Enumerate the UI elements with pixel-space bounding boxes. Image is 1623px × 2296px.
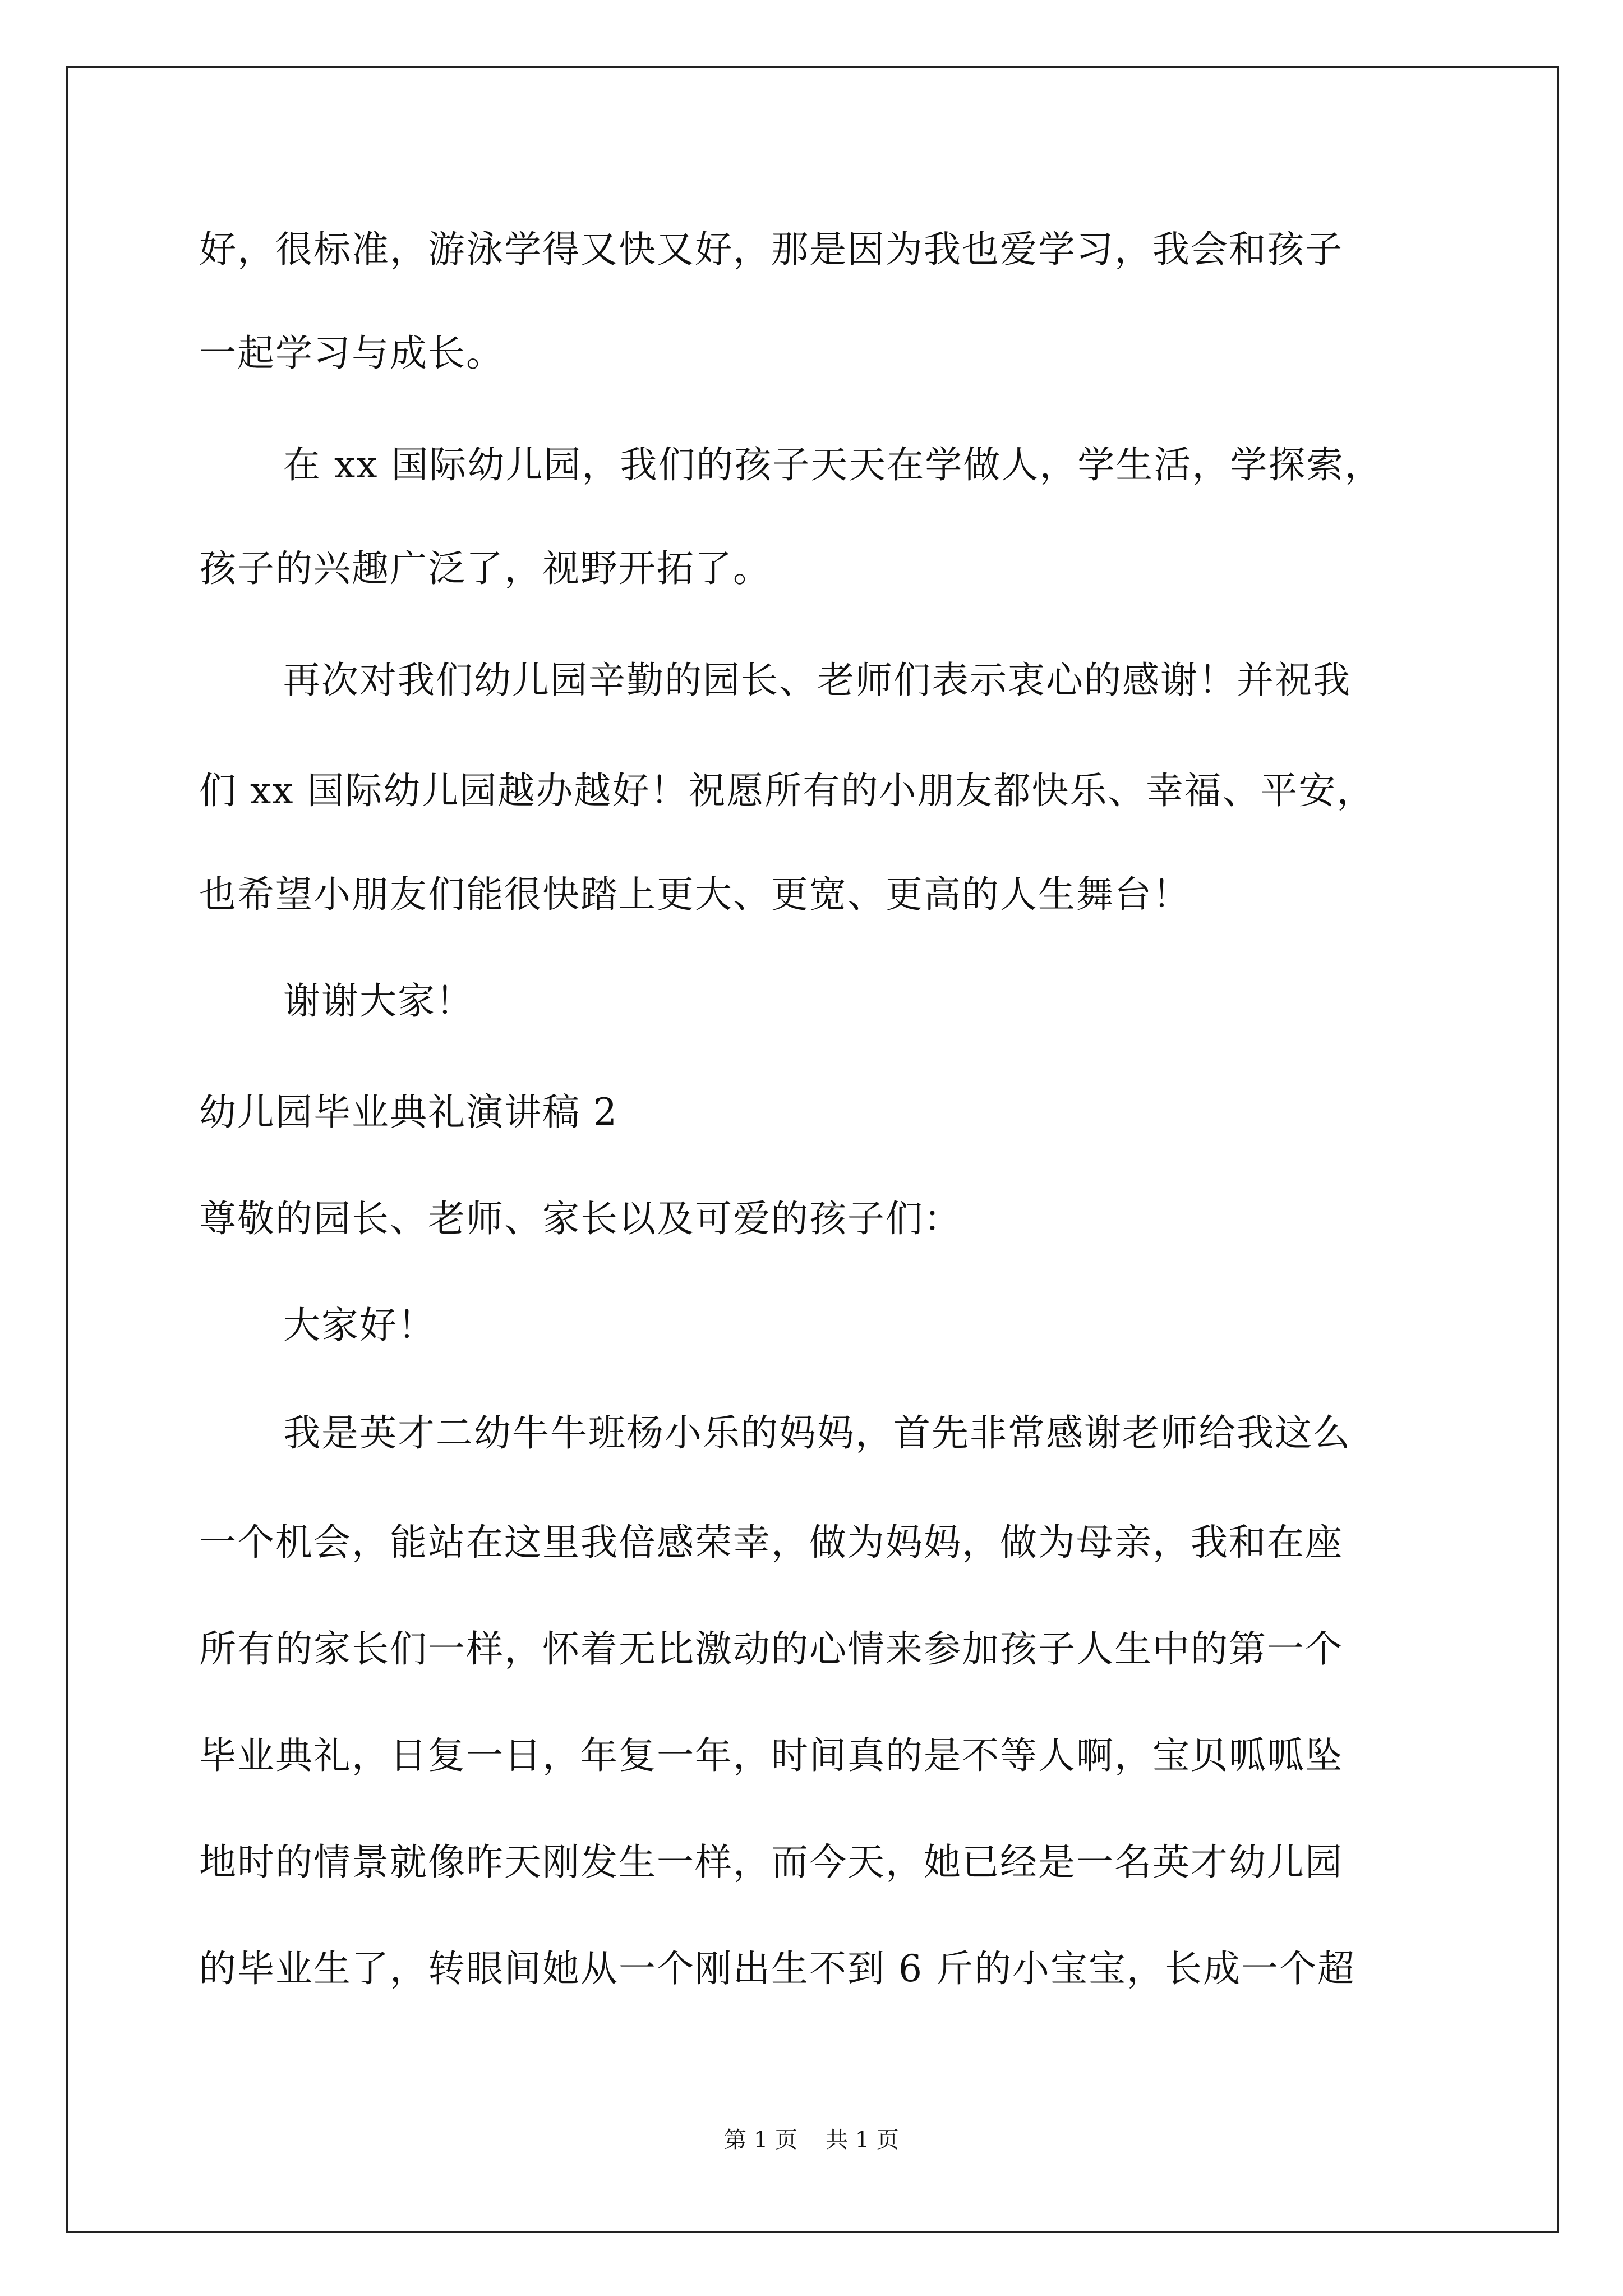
section-heading: 幼儿园毕业典礼演讲稿 2 xyxy=(199,1091,618,1134)
salutation: 尊敬的园长、老师、家长以及可爱的孩子们： xyxy=(199,1197,962,1240)
body-text-line: 谢谢大家！ xyxy=(283,979,474,1023)
page-footer xyxy=(0,2126,1623,2154)
body-text-line: 再次对我们幼儿园辛勤的园长、老师们表示衷心的感谢！并祝我 xyxy=(283,659,1351,702)
body-text-line: 我是英才二幼牛牛班杨小乐的妈妈，首先非常感谢老师给我这么 xyxy=(283,1411,1351,1455)
body-text-line: 好，很标准，游泳学得又快又好，那是因为我也爱学习，我会和孩子 xyxy=(199,228,1343,271)
body-text-line: 也希望小朋友们能很快踏上更大、更宽、更高的人生舞台！ xyxy=(199,873,1191,916)
body-text-line: 的毕业生了，转眼间她从一个刚出生不到 6 斤的小宝宝，长成一个超 xyxy=(199,1947,1355,1990)
body-text-line: 在 xx 国际幼儿园，我们的孩子天天在学做人，学生活，学探索， xyxy=(283,443,1383,486)
body-text-line: 孩子的兴趣广泛了，视野开拓了。 xyxy=(199,547,771,590)
page-border xyxy=(66,66,1559,2233)
body-text-line: 们 xx 国际幼儿园越办越好！祝愿所有的小朋友都快乐、幸福、平安， xyxy=(199,769,1375,812)
greeting: 大家好！ xyxy=(283,1304,436,1347)
page-number: 第 1 页 xyxy=(724,2127,797,2153)
body-text-line: 地时的情景就像昨天刚发生一样，而今天，她已经是一名英才幼儿园 xyxy=(199,1841,1343,1884)
page-total: 共 1 页 xyxy=(826,2127,899,2153)
body-text-line: 一起学习与成长。 xyxy=(199,332,504,375)
body-text-line: 毕业典礼，日复一日，年复一年，时间真的是不等人啊，宝贝呱呱坠 xyxy=(199,1734,1343,1777)
body-text-line: 一个机会，能站在这里我倍感荣幸，做为妈妈，做为母亲，我和在座 xyxy=(199,1521,1343,1564)
body-text-line: 所有的家长们一样，怀着无比激动的心情来参加孩子人生中的第一个 xyxy=(199,1627,1343,1671)
